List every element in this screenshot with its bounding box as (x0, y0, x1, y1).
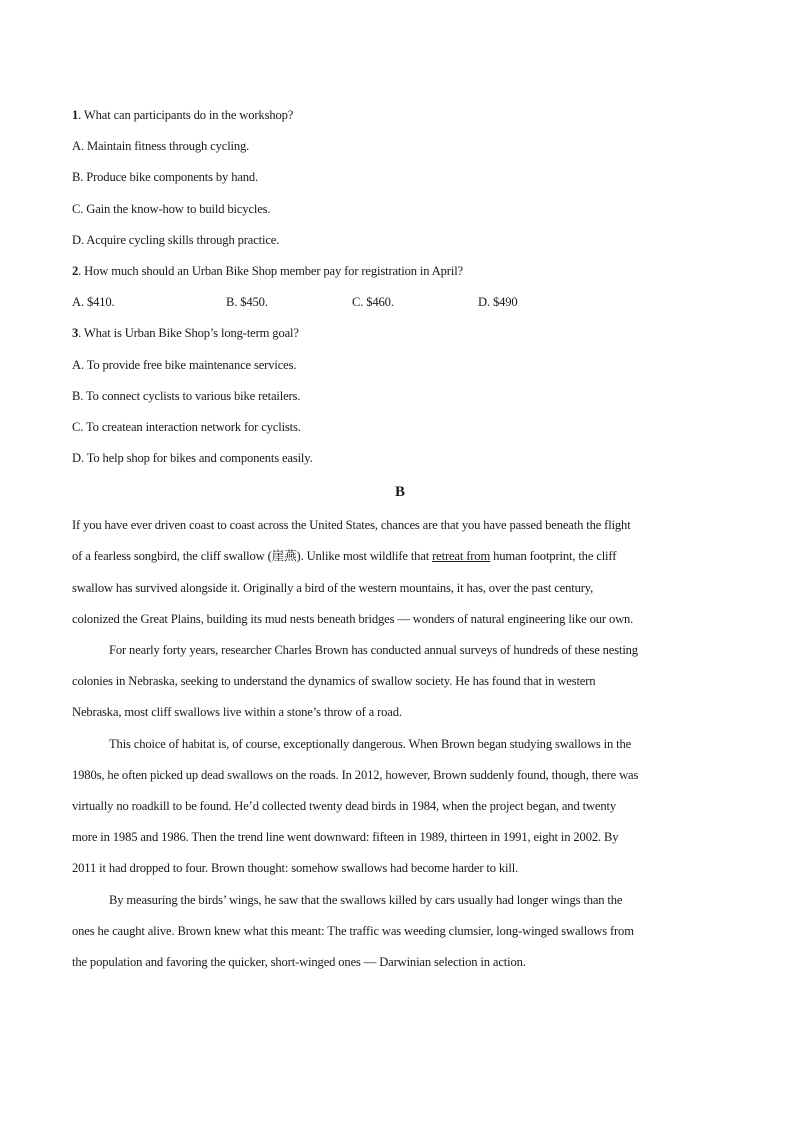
passage-line: colonized the Great Plains, building its mud nests beneath bridges — wonders of natural engineering like our own. (72, 611, 634, 626)
option-c: C. $460. (352, 295, 394, 310)
option-c: C. Gain the know-how to build bicycles. (72, 201, 271, 216)
passage-line: Nebraska, most cliff swallows live within a stone’s throw of a road. (72, 705, 402, 720)
section-heading: B (394, 484, 405, 501)
passage-line: If you have ever driven coast to coast across the United States, chances are that you have passed beneath the flight (72, 518, 631, 533)
option-a: A. Maintain fitness through cycling. (72, 139, 250, 154)
passage-line: ones he caught alive. Brown knew what this meant: The traffic was weeding clumsier, long-winged swallows from (72, 923, 634, 938)
passage-line: more in 1985 and 1986. Then the trend line went downward: fifteen in 1989, thirteen in 1991, eight in 2002. By (72, 830, 619, 845)
question-text: . How much should an Urban Bike Shop member pay for registration in April? (78, 263, 463, 278)
question-text: . What is Urban Bike Shop’s long-term goal? (78, 326, 299, 341)
passage-line: 2011 it had dropped to four. Brown thought: somehow swallows had become harder to kill. (72, 861, 519, 876)
passage-text: human footprint, the cliff (490, 549, 617, 564)
option-c: C. To createan interaction network for cyclists. (72, 419, 301, 434)
underlined-phrase: retreat from (432, 549, 491, 564)
passage-line: swallow has survived alongside it. Originally a bird of the western mountains, it has, over the past century, (72, 580, 594, 595)
option-b: B. Produce bike components by hand. (72, 170, 259, 185)
option-b: B. $450. (226, 295, 268, 310)
passage-line: colonies in Nebraska, seeking to understand the dynamics of swallow society. He has found that in western (72, 674, 596, 689)
passage-line: the population and favoring the quicker, short-winged ones — Darwinian selection in action. (72, 954, 526, 969)
option-d: D. Acquire cycling skills through practice. (72, 232, 280, 247)
passage-line: By measuring the birds’ wings, he saw that the swallows killed by cars usually had longer wings than the (109, 892, 623, 907)
question-number: 2 (72, 263, 79, 278)
question-text: . What can participants do in the workshop? (78, 108, 294, 122)
option-a: A. To provide free bike maintenance services. (72, 357, 297, 372)
option-d: D. $490 (478, 295, 518, 310)
inline-options (72, 287, 728, 318)
passage-line: 1980s, he often picked up dead swallows on the roads. In 2012, however, Brown suddenly found, though, there was (72, 767, 639, 782)
passage-line (72, 541, 728, 572)
passage-line: For nearly forty years, researcher Charles Brown has conducted annual surveys of hundreds of these nesting (109, 643, 638, 657)
passage-line: This choice of habitat is, of course, exceptionally dangerous. When Brown began studying swallows in the (109, 736, 632, 751)
passage-line: virtually no roadkill to be found. He’d collected twenty dead birds in 1984, when the project began, and twenty (72, 798, 616, 813)
document-page (72, 100, 728, 978)
passage-text: of a fearless songbird, the cliff swallow (崖燕). Unlike most wildlife that (72, 549, 433, 564)
question-1 (72, 100, 728, 131)
option-b: B. To connect cyclists to various bike retailers. (72, 388, 301, 403)
question-3 (72, 318, 728, 349)
question-number: 3 (72, 326, 79, 341)
question-2 (72, 256, 728, 287)
option-a: A. $410. (72, 295, 115, 310)
option-d: D. To help shop for bikes and components easily. (72, 451, 313, 466)
question-number: 1 (72, 108, 79, 122)
